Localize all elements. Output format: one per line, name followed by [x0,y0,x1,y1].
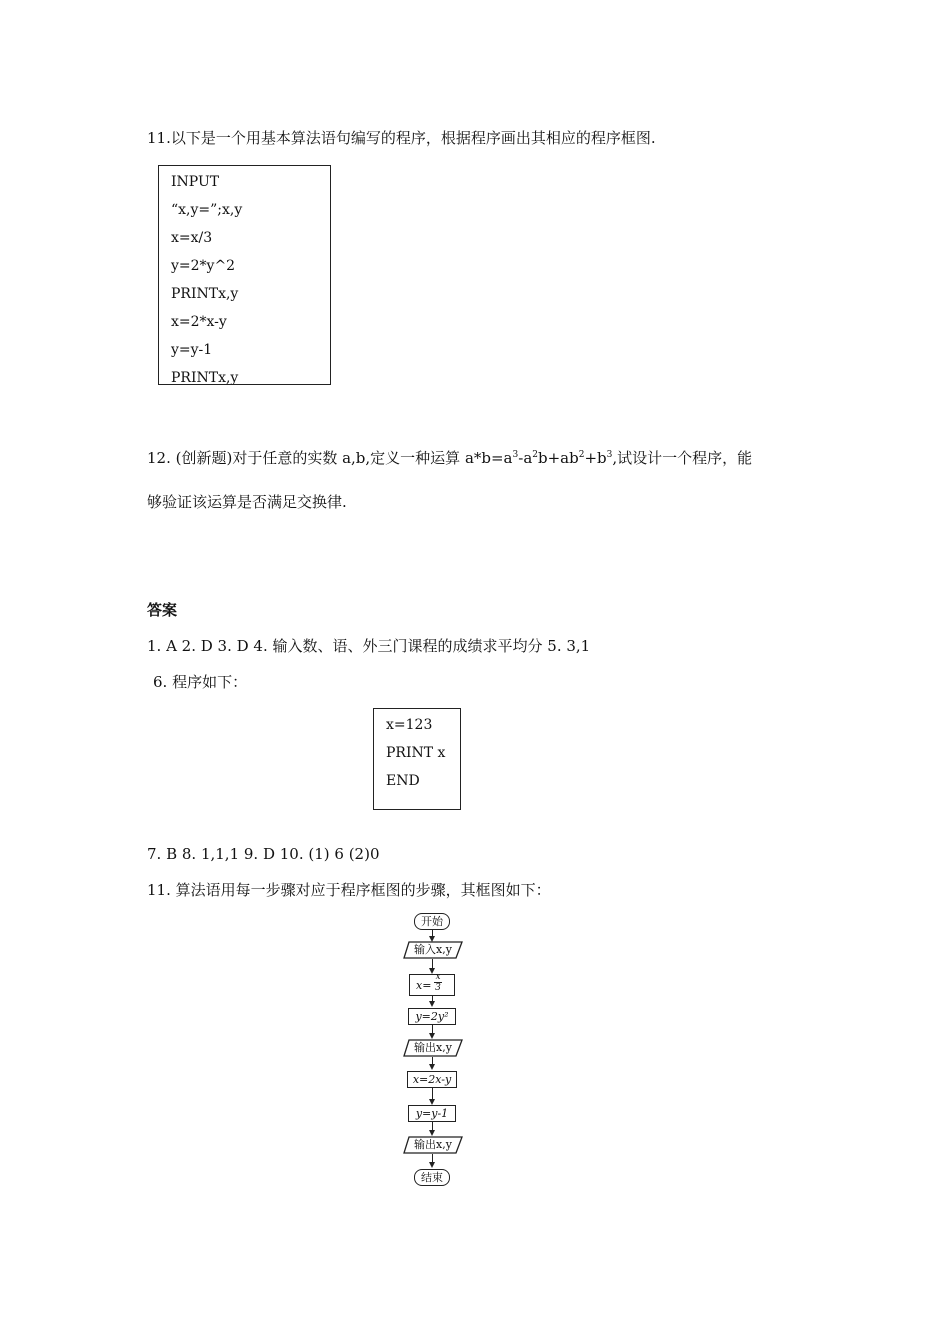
arrowhead-icon [429,1001,435,1007]
code-line-2: “x,y=”;x,y [171,202,243,218]
arrowhead-icon [429,1162,435,1168]
question-11-text: 11.以下是一个用基本算法语句编写的程序，根据程序画出其相应的程序框图. [147,129,656,147]
step-divide-numerator: x [435,972,441,982]
code-line-8: PRINTx,y [171,370,239,385]
step-divide-lhs: x= [416,979,432,992]
answer-6-code-box [373,708,461,810]
code-line-3: x=x/3 [171,230,213,246]
flowchart-step-square: y=2y² [408,1008,456,1025]
flowchart-input: 输入x,y [414,943,452,956]
code-line-5: PRINTx,y [171,286,239,302]
answer-code-line-2: PRINT x [386,745,446,761]
flowchart-step-divide [409,974,455,996]
answers-line-1: 1. A 2. D 3. D 4. 输入数、语、外三门课程的成绩求平均分 5. 3,1 [147,637,591,655]
answers-heading: 答案 [147,601,178,619]
code-line-6: x=2*x-y [171,314,227,330]
arrowhead-icon [429,1064,435,1070]
question-12-line-1: 12. (创新题)对于任意的实数 a,b,定义一种运算 $a*b=a^3-a^2b+ab^2+b^3$,试设计一个程序，能 [147,449,753,467]
answers-line-2: 6. 程序如下： [153,673,248,691]
flowchart-step-x: x=2x-y [407,1071,457,1088]
flowchart-output-1: 输出x,y [414,1041,452,1054]
answer-code-line-3: END [386,773,420,789]
flowchart-step-y: y=y-1 [408,1105,456,1122]
flowchart-start: 开始 [414,913,450,930]
question-12-line-2: 够验证该运算是否满足交换律. [147,493,347,511]
code-line-7: y=y-1 [171,342,213,358]
answers-line-4: 11. 算法语用每一步骤对应于程序框图的步骤，其框图如下： [147,881,551,899]
step-divide-denominator: 3 [435,983,441,993]
question-11-code-box [158,165,331,385]
flowchart-output-2: 输出x,y [414,1138,452,1151]
code-line-4: y=2*y^2 [171,258,236,274]
flowchart-end: 结束 [414,1169,450,1186]
answer-code-line-1: x=123 [386,717,433,733]
code-line-1: INPUT [171,174,220,190]
answers-line-3: 7. B 8. 1,1,1 9. D 10. (1) 6 (2)0 [147,845,380,863]
